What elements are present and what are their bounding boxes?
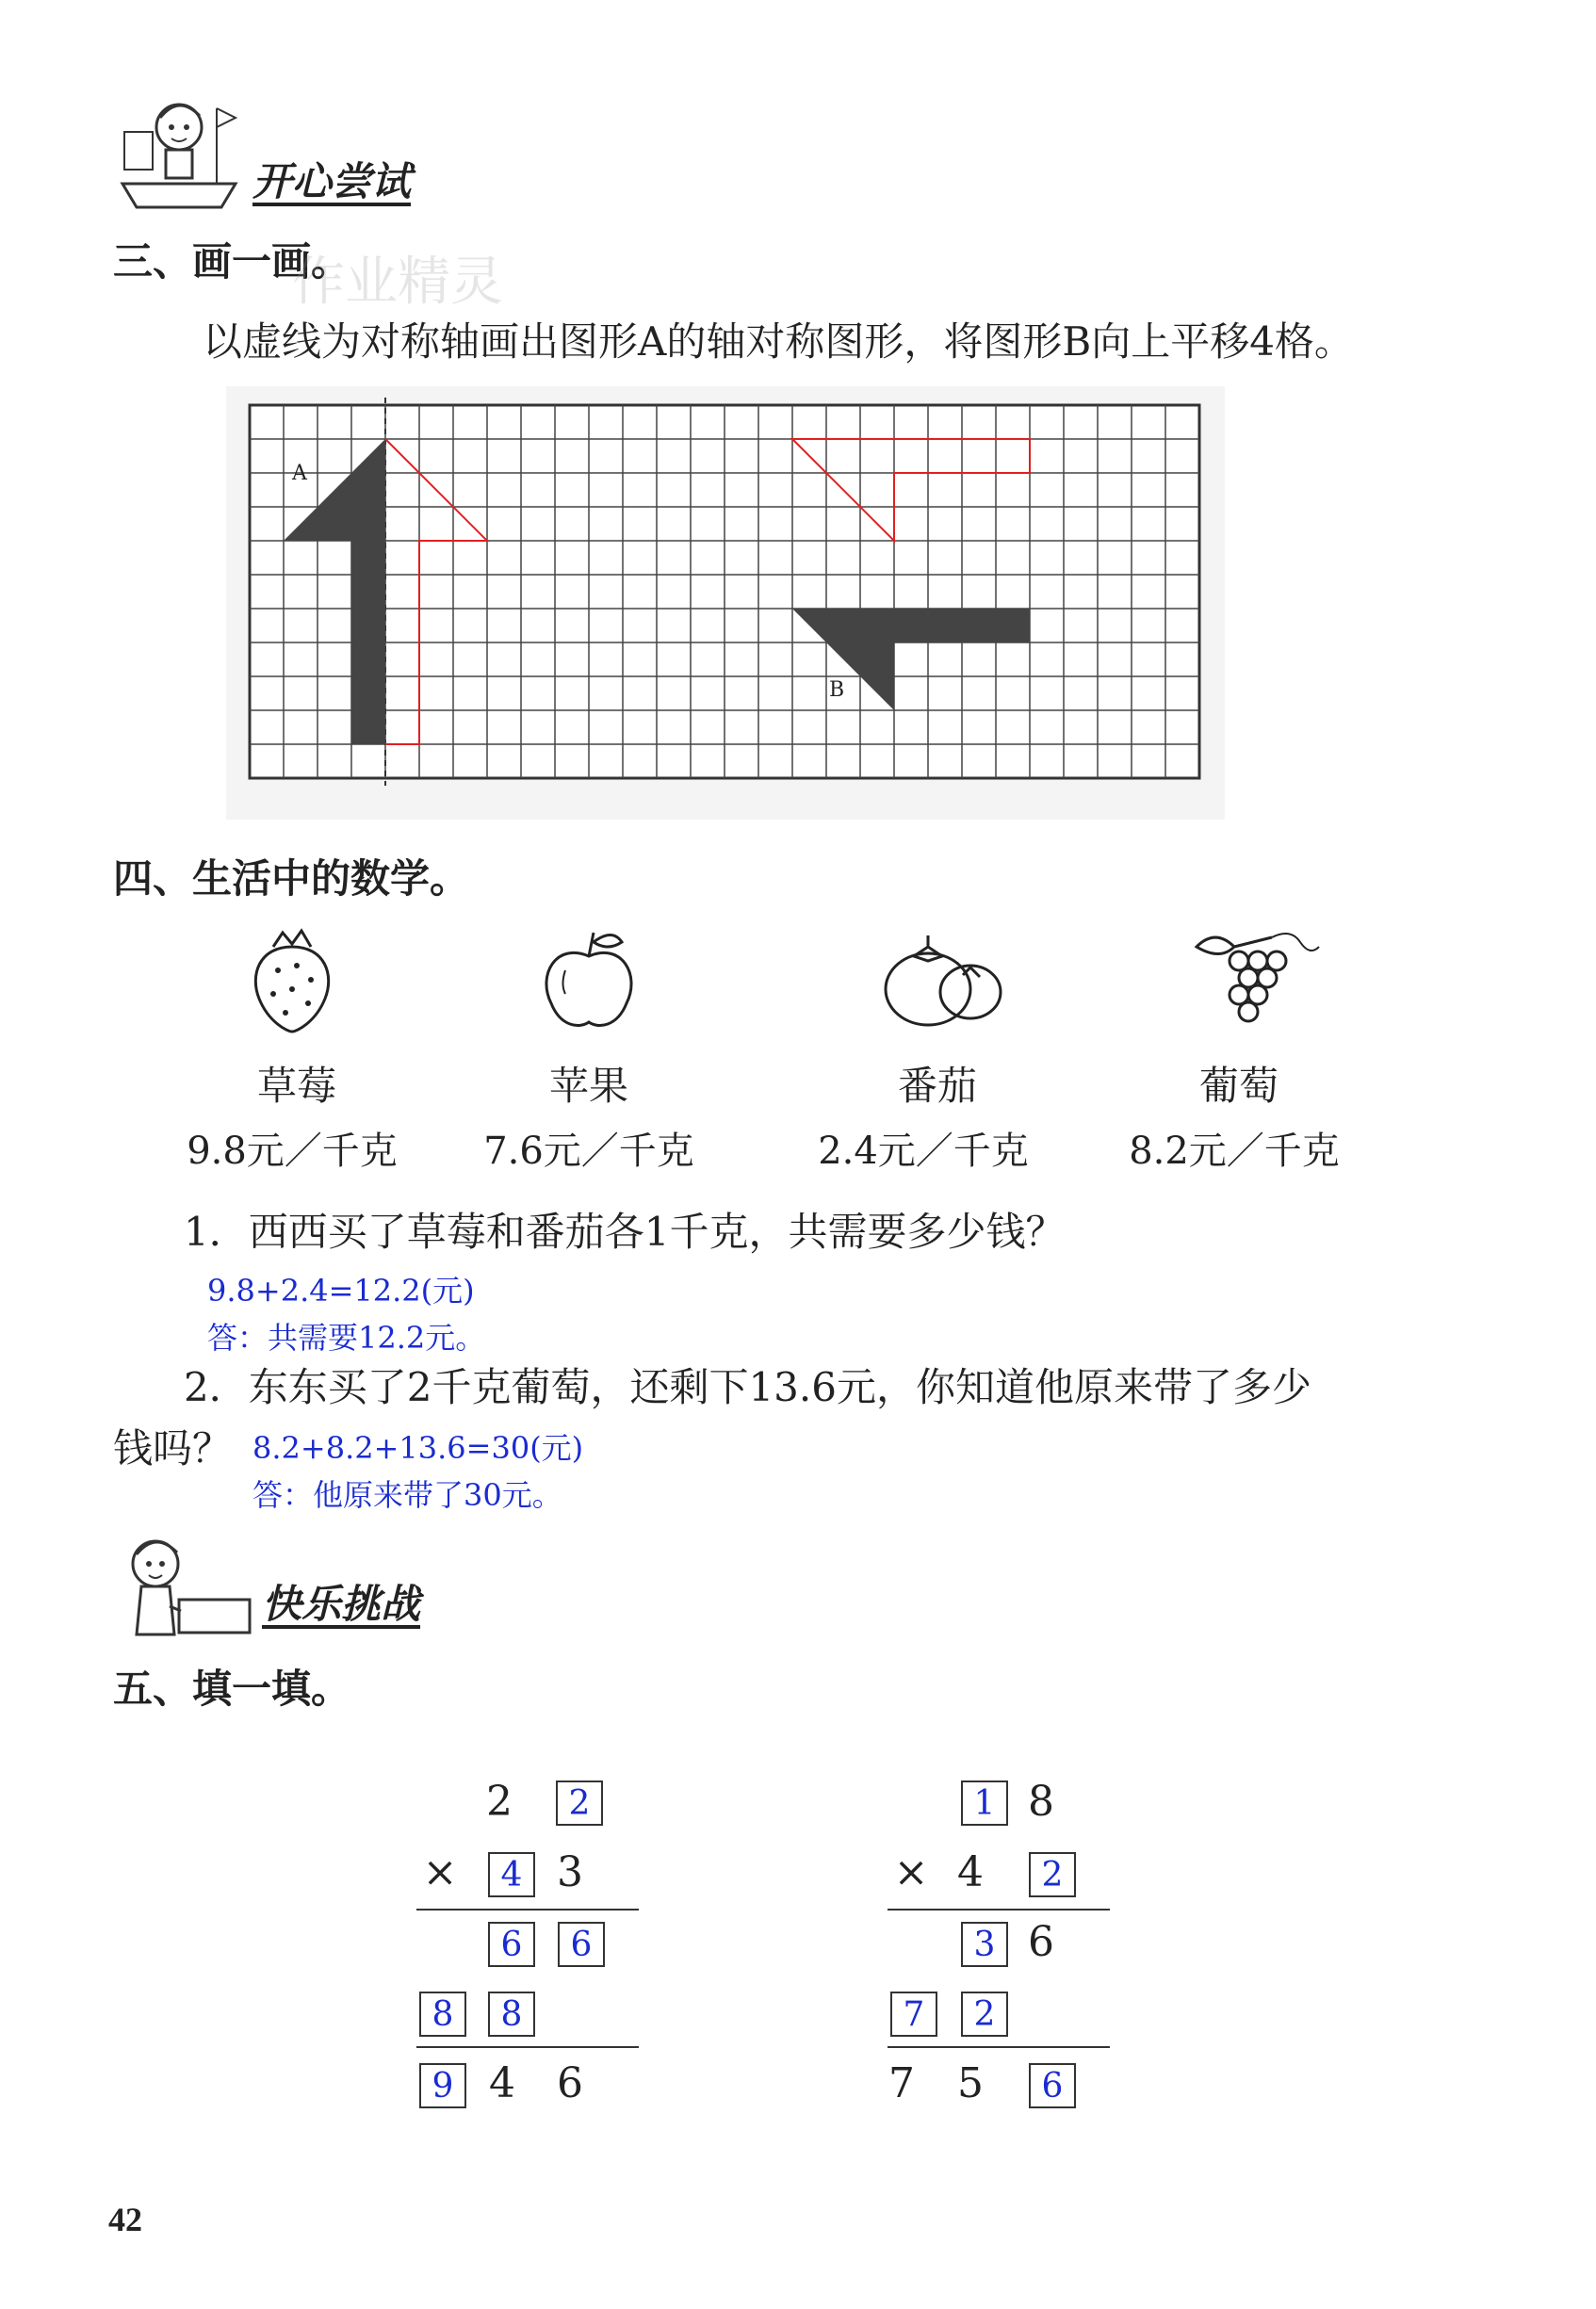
q4-problem-1: 1．西西买了草莓和番茄各1千克，共需要多少钱？	[184, 1209, 1066, 1255]
q4-p2-answer: 答：他原来带了30元。	[252, 1477, 562, 1513]
q3-instruction: 以虚线为对称轴画出图形A的轴对称图形，将图形B向上平移4格。	[203, 318, 1354, 365]
q3-heading: 三、画一画。	[113, 238, 351, 285]
q4-p1-calc: 9.8+2.4=12.2(元)	[207, 1273, 475, 1309]
left-line-1	[416, 1909, 639, 1911]
tomato-icon	[876, 928, 1008, 1032]
page-number: 42	[108, 2201, 142, 2238]
left-r1-digit: 2	[486, 1778, 513, 1826]
label-a: A	[292, 462, 307, 485]
price-strawberry: 9.8元／千克	[187, 1130, 398, 1173]
q4-p2-calc: 8.2+8.2+13.6=30(元)	[252, 1430, 584, 1466]
mascot-sign-icon	[113, 1526, 254, 1644]
left-r1-box[interactable]: 2	[556, 1781, 603, 1826]
right-line-1	[888, 1909, 1110, 1911]
right-r3-digit: 6	[1028, 1918, 1054, 1966]
left-r2-digit: 3	[557, 1848, 583, 1896]
q4-problem-2-line2: 钱吗？	[113, 1425, 233, 1472]
watermark: 作业精灵	[292, 252, 503, 313]
mascot-boat-icon	[113, 89, 245, 212]
q4-heading: 四、生活中的数学。	[113, 855, 470, 902]
label-b: B	[829, 678, 845, 702]
fruit-name-apple: 苹果	[548, 1063, 628, 1109]
right-times-sign: ×	[893, 1848, 929, 1896]
fruit-name-grapes: 葡萄	[1198, 1063, 1278, 1109]
left-r5-box[interactable]: 9	[419, 2063, 466, 2108]
left-r2-box[interactable]: 4	[488, 1852, 535, 1897]
q4-p1-answer: 答：共需要12.2元。	[207, 1320, 486, 1356]
price-apple: 7.6元／千克	[483, 1130, 694, 1173]
left-r3-box-2[interactable]: 6	[558, 1922, 605, 1967]
fruit-name-tomato: 番茄	[897, 1063, 977, 1109]
right-r1-box[interactable]: 1	[961, 1781, 1008, 1826]
right-r5-digit-1: 7	[888, 2059, 915, 2107]
left-r5-digit-2: 6	[557, 2059, 583, 2107]
price-grapes: 8.2元／千克	[1129, 1130, 1340, 1173]
right-r5-digit-2: 5	[957, 2059, 984, 2107]
apple-icon	[532, 923, 645, 1036]
left-r3-box-1[interactable]: 6	[488, 1922, 535, 1967]
fruit-name-strawberry: 草莓	[256, 1063, 336, 1109]
left-r4-box-2[interactable]: 8	[488, 1992, 535, 2037]
right-r2-digit: 4	[957, 1848, 984, 1896]
price-tomato: 2.4元／千克	[818, 1130, 1029, 1173]
drawing-grid	[226, 386, 1225, 820]
grapes-icon	[1178, 919, 1328, 1036]
right-line-2	[888, 2046, 1110, 2048]
section-title-challenge: 快乐挑战	[262, 1581, 421, 1627]
right-r4-box-1[interactable]: 7	[890, 1992, 937, 2037]
right-r3-box[interactable]: 3	[961, 1922, 1008, 1967]
right-r5-box[interactable]: 6	[1029, 2063, 1076, 2108]
left-line-2	[416, 2046, 639, 2048]
right-r2-box[interactable]: 2	[1029, 1852, 1076, 1897]
right-r1-digit: 8	[1028, 1778, 1054, 1826]
left-times-sign: ×	[422, 1848, 458, 1896]
section-title-happy-try: 开心尝试	[252, 158, 412, 204]
q5-heading: 五、填一填。	[113, 1666, 351, 1712]
q4-problem-2-line1: 2．东东买了2千克葡萄，还剩下13.6元，你知道他原来带了多少	[184, 1364, 1311, 1410]
left-r4-box-1[interactable]: 8	[419, 1992, 466, 2037]
left-r5-digit-1: 4	[489, 2059, 515, 2107]
right-r4-box-2[interactable]: 2	[961, 1992, 1008, 2037]
strawberry-icon	[240, 923, 344, 1036]
